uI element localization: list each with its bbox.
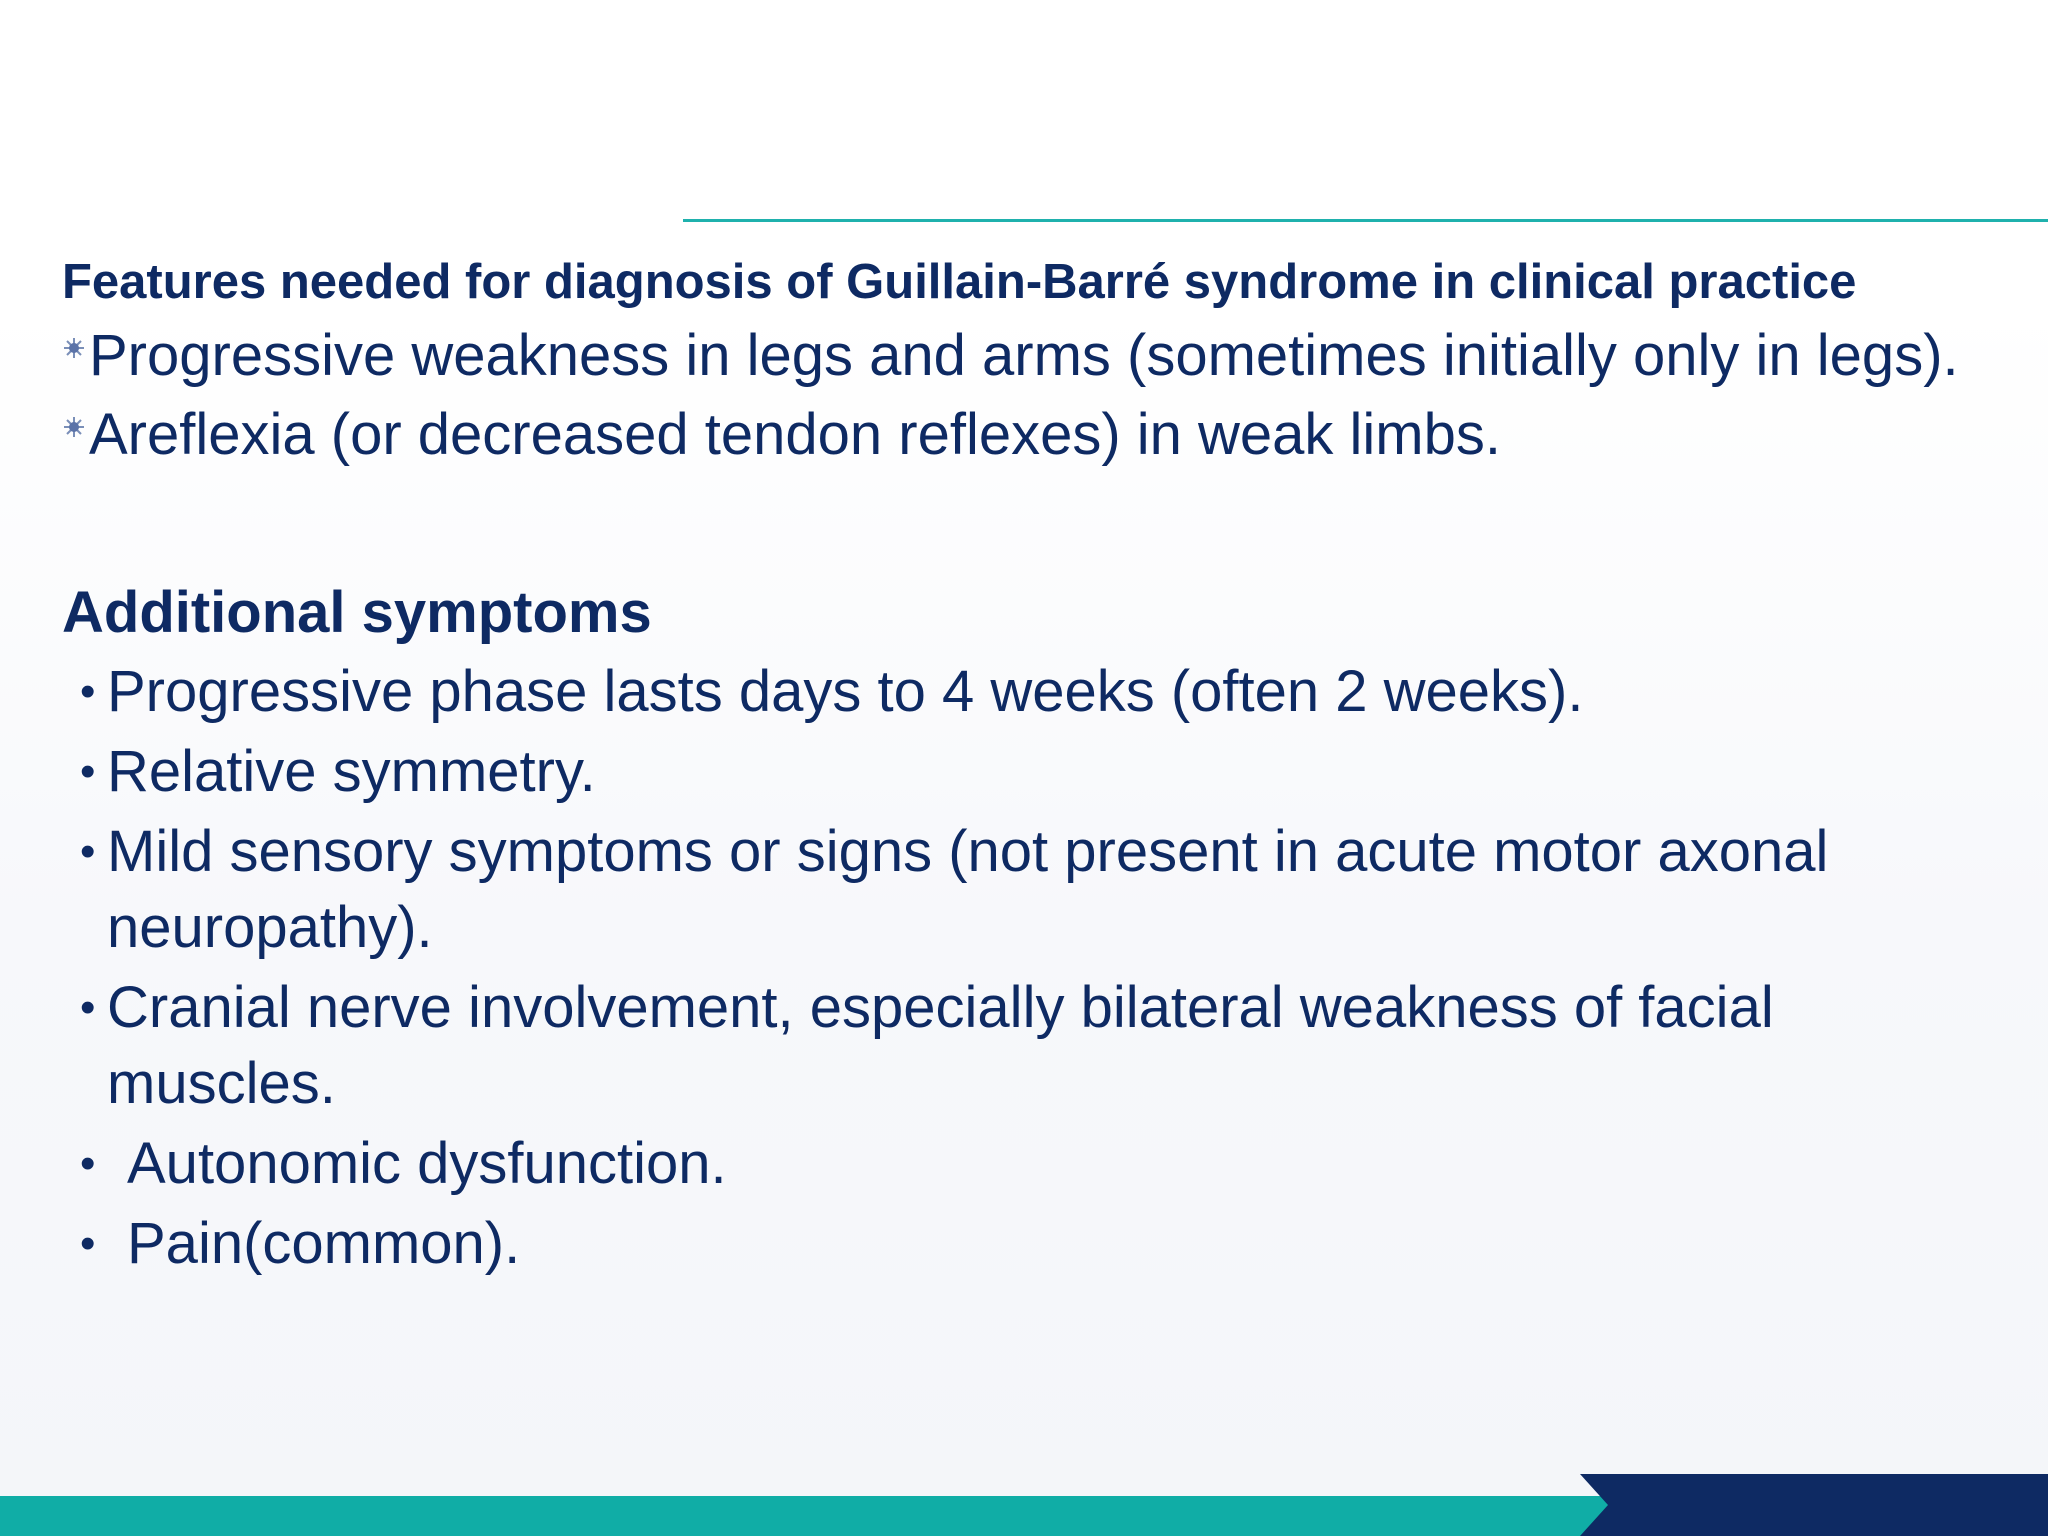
list-item [62, 814, 2002, 966]
list-item [62, 1126, 2002, 1202]
list-item-text: Areflexia (or decreased tendon reflexes) in weak limbs. [89, 402, 1501, 467]
list-item-text: Pain(common). [127, 1211, 521, 1276]
footer-chevron-shape [1580, 1474, 2048, 1536]
list-item-text: Cranial nerve involvement, especially bilateral weakness of facial muscles. [107, 975, 1774, 1116]
additional-symptoms-list [62, 654, 2002, 1282]
list-item [62, 654, 2002, 730]
starburst-bullet-icon [62, 415, 86, 439]
diagnosis-features-heading: Features needed for diagnosis of Guillain-Barré syndrome in clinical practice [62, 255, 1857, 309]
bullet-icon: • [80, 1139, 96, 1188]
list-item [62, 1206, 2002, 1282]
starburst-bullet-icon [62, 336, 86, 360]
bullet-icon: • [80, 827, 96, 876]
list-item-text: Mild sensory symptoms or signs (not present in acute motor axonal neuropathy). [107, 819, 1829, 960]
bullet-icon: • [80, 747, 96, 796]
diagnosis-features-list [62, 318, 2002, 472]
header-divider-line [683, 219, 2048, 222]
list-item-text: Progressive weakness in legs and arms (sometimes initially only in legs). [89, 323, 1959, 388]
additional-symptoms-heading: Additional symptoms [62, 580, 652, 645]
bullet-icon: • [80, 1219, 96, 1268]
bullet-icon: • [80, 667, 96, 716]
bullet-icon: • [80, 983, 96, 1032]
list-item-text: Autonomic dysfunction. [127, 1131, 727, 1196]
list-item [62, 318, 2002, 393]
list-item-text: Relative symmetry. [107, 739, 596, 804]
list-item [62, 970, 2002, 1122]
list-item [62, 734, 2002, 810]
slide-content [62, 248, 2002, 1286]
list-item-text: Progressive phase lasts days to 4 weeks (often 2 weeks). [107, 659, 1584, 724]
list-item [62, 397, 2002, 472]
